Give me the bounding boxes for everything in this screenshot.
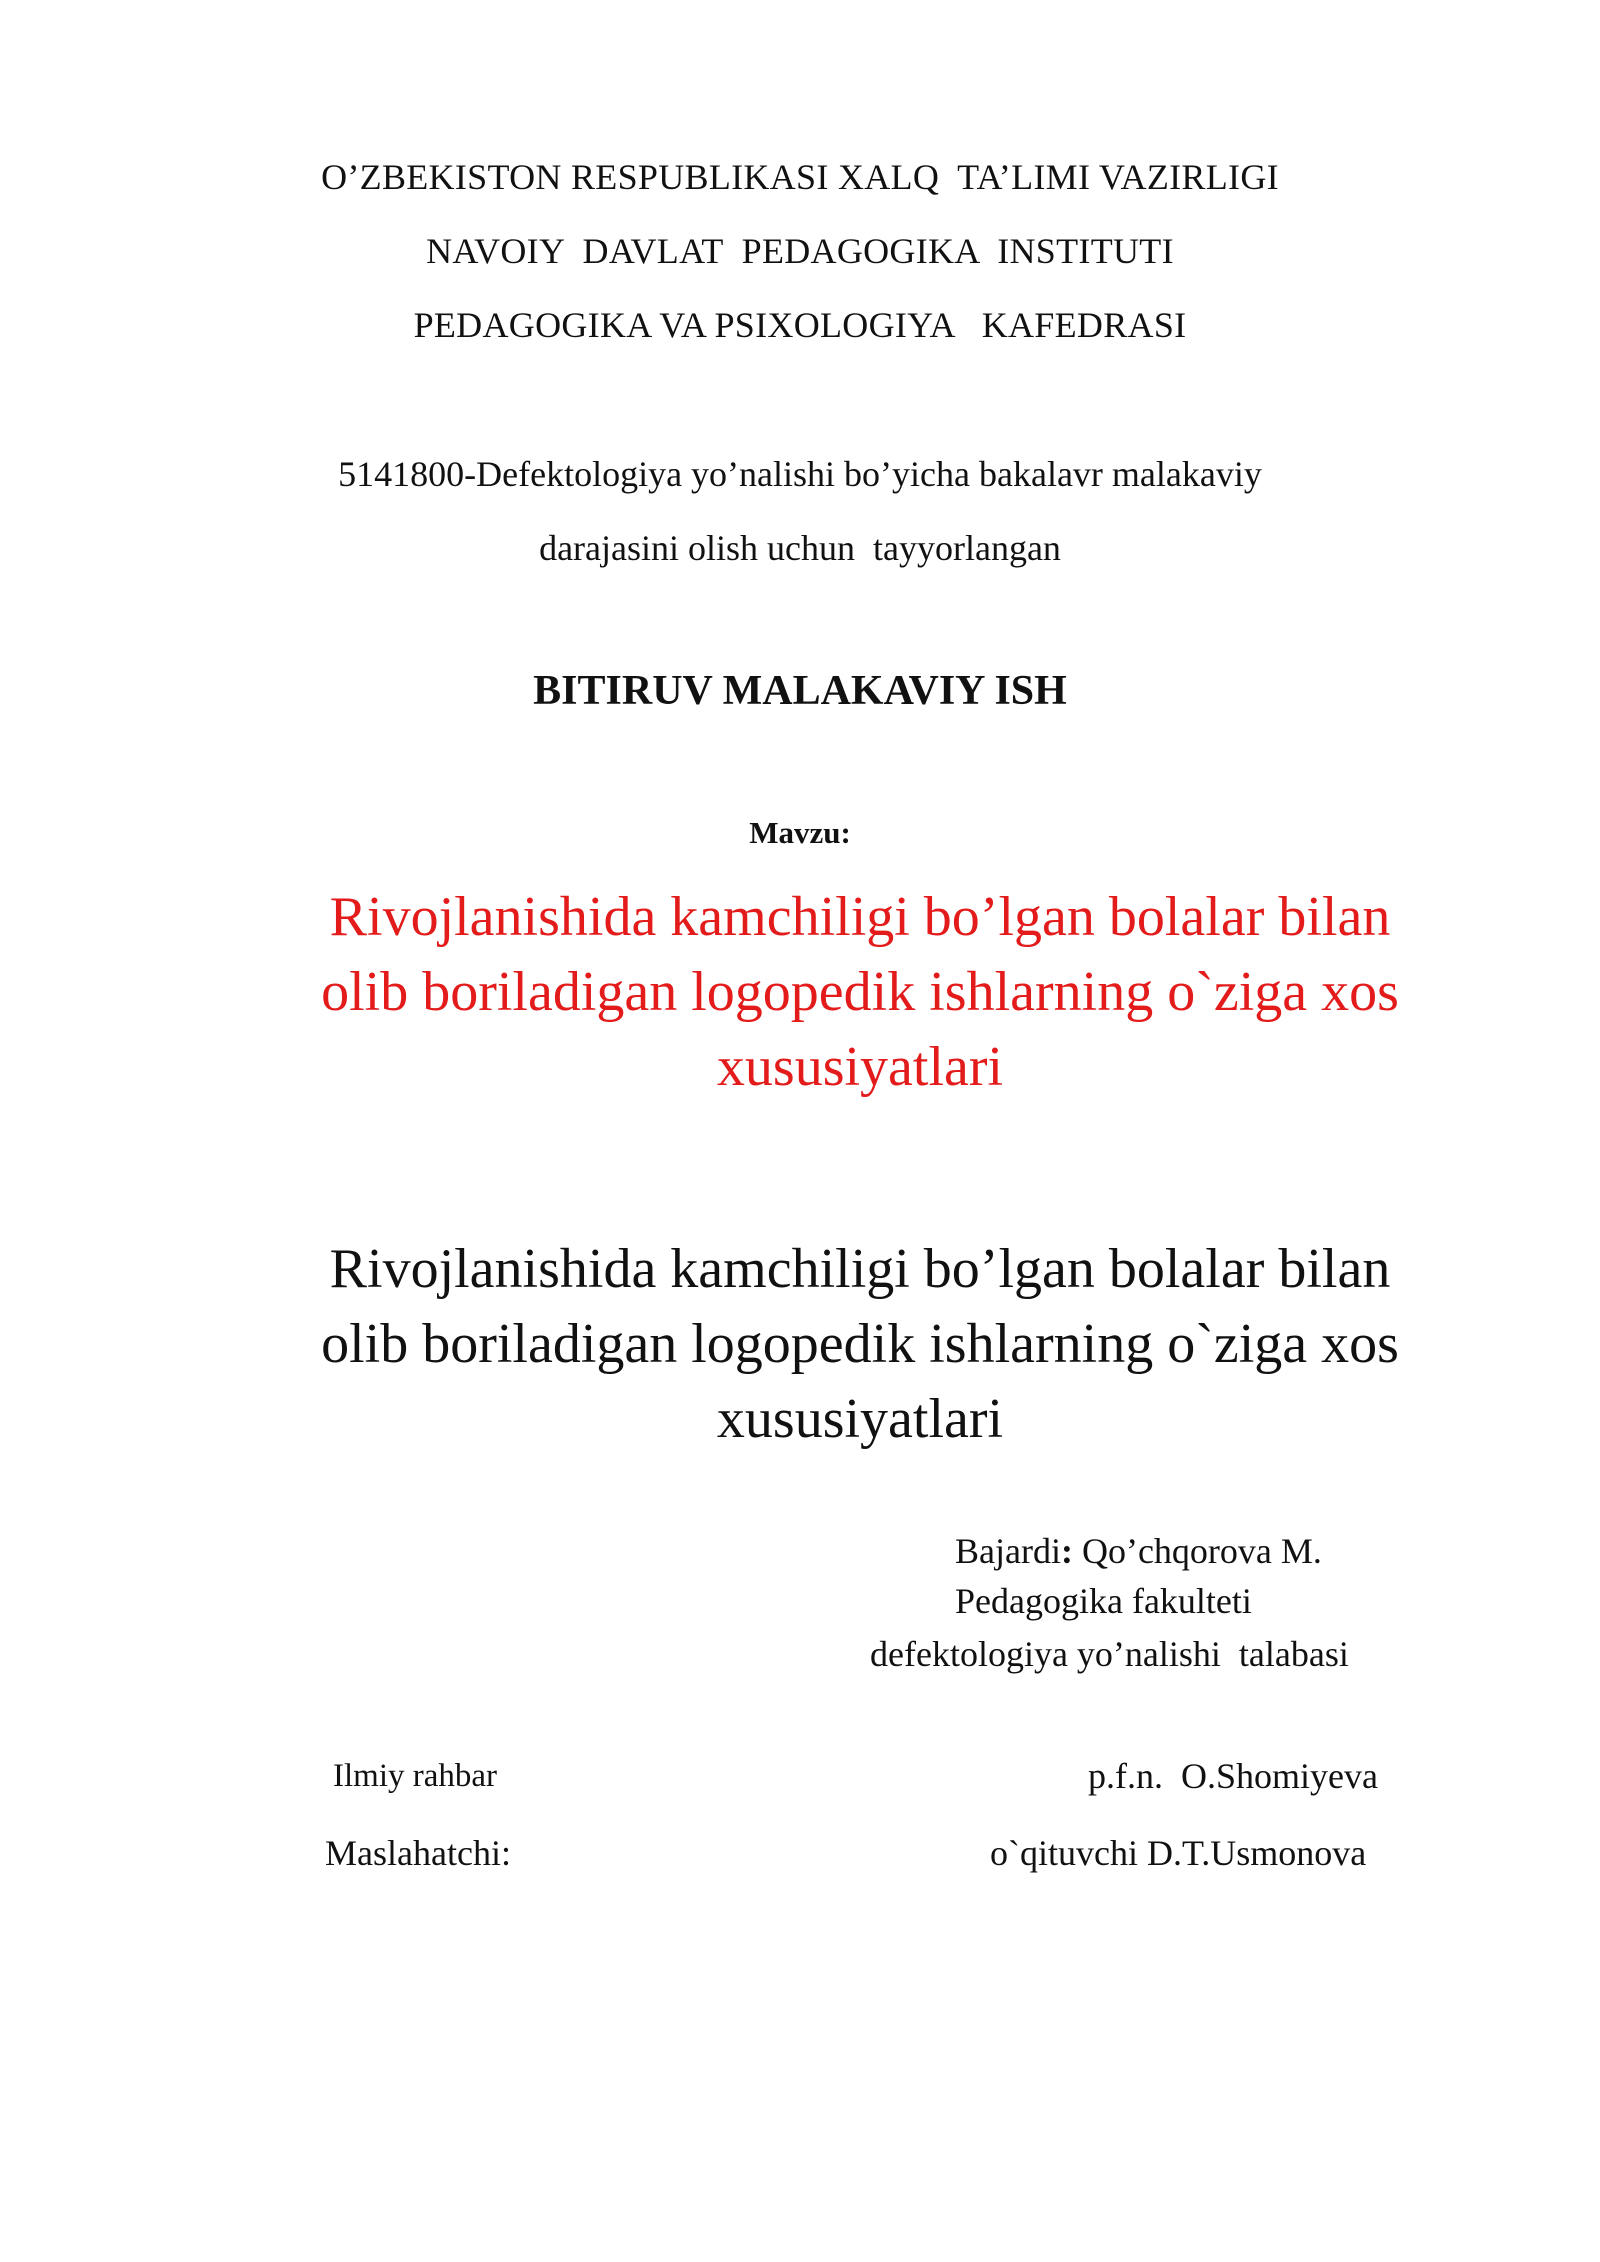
supervisor-label: Ilmiy rahbar: [333, 1758, 498, 1794]
author-faculty: Pedagogika fakulteti: [955, 1581, 1252, 1621]
institute-heading: NAVOIY DAVLAT PEDAGOGIKA INSTITUTI: [426, 231, 1174, 271]
topic-label: Mavzu:: [749, 815, 851, 850]
topic-red-line-1: Rivojlanishida kamchiligi bo’lgan bolalar bilan: [329, 886, 1391, 948]
supervisor-name: p.f.n. O.Shomiyeva: [1088, 1756, 1378, 1796]
purpose-line-2: darajasini olish uchun tayyorlangan: [539, 528, 1061, 568]
department-heading: PEDAGOGIKA VA PSIXOLOGIYA KAFEDRASI: [413, 305, 1187, 345]
consultant-name: o`qituvchi D.T.Usmonova: [990, 1833, 1367, 1873]
topic-black-line-1: Rivojlanishida kamchiligi bo’lgan bolalar bilan: [329, 1238, 1391, 1300]
document-type-title: BITIRUV MALAKAVIY ISH: [533, 668, 1067, 714]
topic-black-line-2: olib boriladigan logopedik ishlarning o`ziga xos: [321, 1313, 1399, 1375]
author-program: defektologiya yo’nalishi talabasi: [870, 1634, 1349, 1674]
author-label: Bajardi: [955, 1531, 1061, 1571]
topic-red-line-3: xususiyatlari: [716, 1036, 1004, 1098]
topic-title-black: [200, 1232, 1520, 1457]
purpose-line-1: 5141800-Defektologiya yo’nalishi bo’yicha bakalavr malakaviy: [338, 454, 1262, 494]
topic-black-line-3: xususiyatlari: [716, 1388, 1004, 1450]
author-name: Qo’chqorova M.: [1072, 1531, 1322, 1571]
topic-title-red: [200, 880, 1520, 1105]
topic-red-line-2: olib boriladigan logopedik ishlarning o`ziga xos: [321, 961, 1399, 1023]
ministry-heading: O’ZBEKISTON RESPUBLIKASI XALQ TA’LIMI VAZIRLIGI: [321, 157, 1279, 197]
author-line: [955, 1530, 1322, 1572]
author-colon: :: [1060, 1531, 1073, 1571]
consultant-label: Maslahatchi:: [325, 1833, 511, 1873]
